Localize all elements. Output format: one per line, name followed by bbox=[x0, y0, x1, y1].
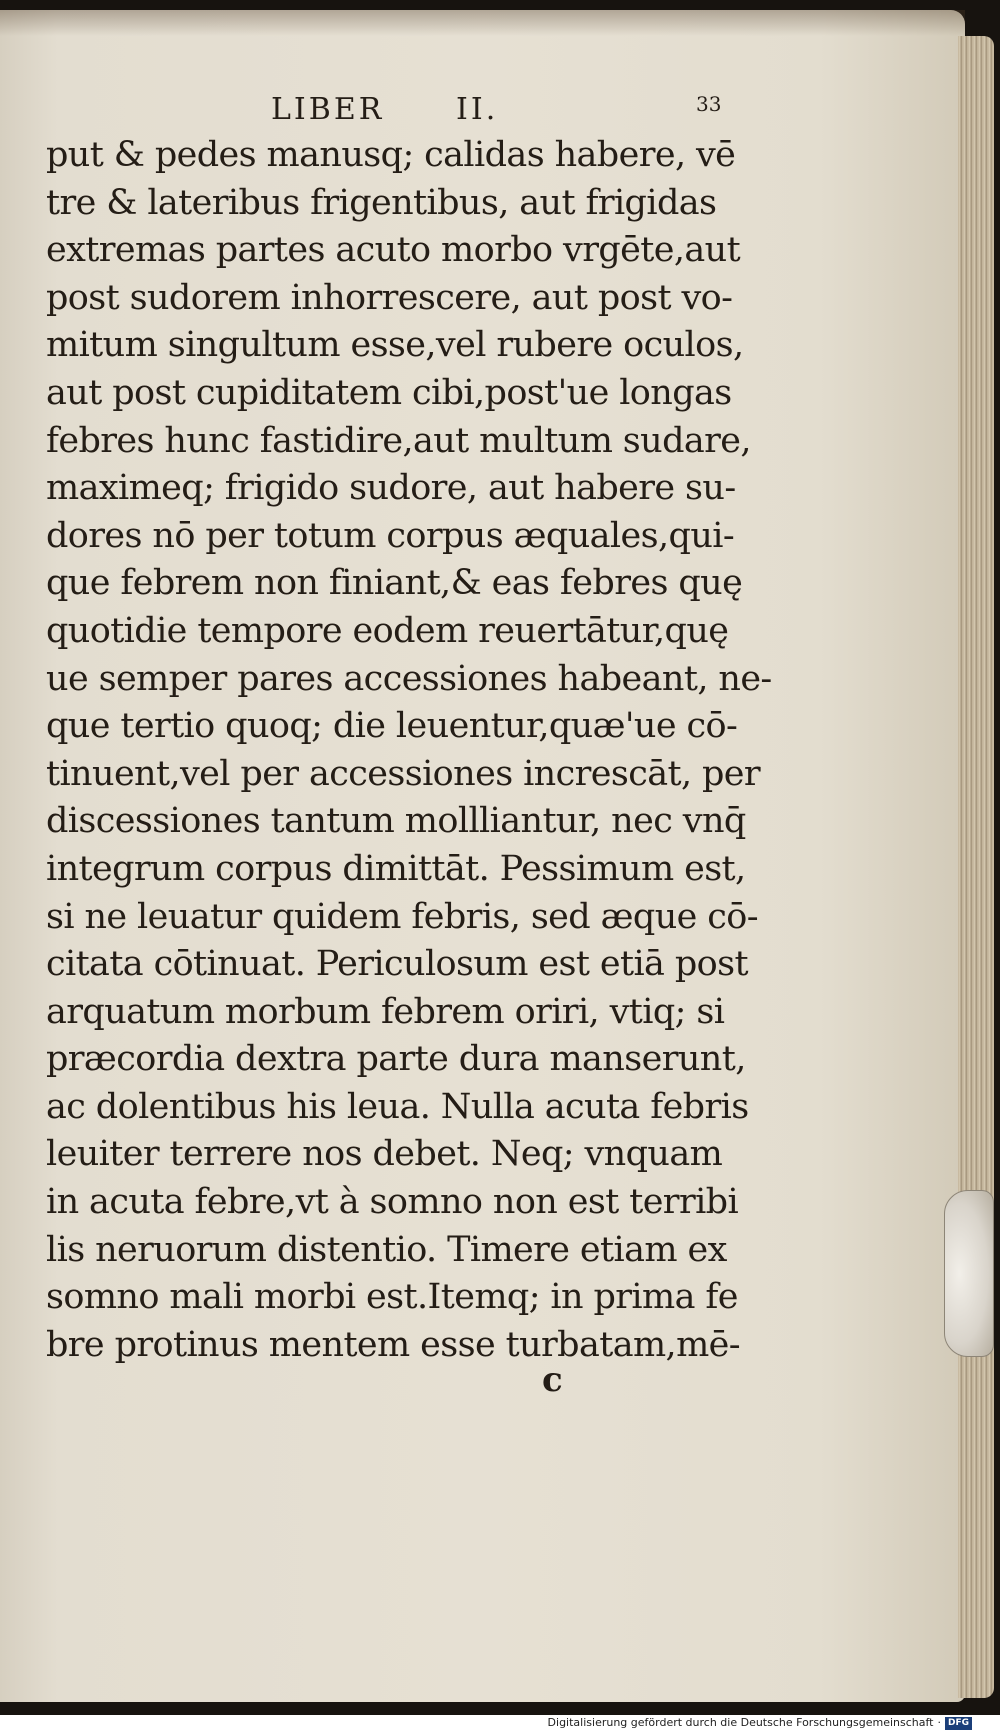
text-line: mitum singultum esse,vel rubere oculos, bbox=[46, 325, 744, 366]
credit-text: Digitalisierung gefördert durch die Deutsche Forschungsgemeinschaft bbox=[547, 1716, 934, 1729]
text-line: citata cōtinuat. Periculosum est etiā post bbox=[46, 944, 748, 985]
text-column bbox=[46, 92, 772, 1400]
text-line: que tertio quoq; die leuentur,quæ'ue cō- bbox=[46, 706, 738, 747]
folio-number: 33 bbox=[696, 92, 722, 116]
text-line: maximeq; frigido sudore, aut habere su- bbox=[46, 468, 736, 509]
text-line: præcordia dextra parte dura manserunt, bbox=[46, 1039, 746, 1080]
book-clip bbox=[944, 1190, 994, 1357]
running-head-right: II. bbox=[456, 92, 499, 127]
text-line: extremas partes acuto morbo vrgēte,aut bbox=[46, 230, 741, 271]
text-line: bre protinus mentem esse turbatam,mē- bbox=[46, 1324, 741, 1365]
text-line: leuiter terrere nos debet. Neq; vnquam bbox=[46, 1134, 723, 1175]
page-edges bbox=[958, 36, 994, 1698]
text-line: que febrem non finiant,& eas febres quę bbox=[46, 563, 743, 604]
text-line: ac dolentibus his leua. Nulla acuta febris bbox=[46, 1086, 749, 1127]
text-line: ue semper pares accessiones habeant, ne- bbox=[46, 658, 772, 699]
credit-separator: · bbox=[937, 1716, 941, 1729]
text-line: febres hunc fastidire,aut multum sudare, bbox=[46, 420, 751, 461]
text-line: arquatum morbum febrem oriri, vtiq; si bbox=[46, 991, 725, 1032]
text-line: lis neruorum distentio. Timere etiam ex bbox=[46, 1229, 727, 1270]
page-top-shadow bbox=[0, 10, 965, 36]
text-line: tre & lateribus frigentibus, aut frigidas bbox=[46, 182, 717, 223]
text-line: post sudorem inhorrescere, aut post vo- bbox=[46, 277, 733, 318]
text-line: discessiones tantum mollliantur, nec vnq̄ bbox=[46, 801, 746, 842]
text-line: quotidie tempore eodem reuertātur,quę bbox=[46, 610, 729, 651]
text-line: tinuent,vel per accessiones increscāt, per bbox=[46, 753, 761, 794]
text-line: somno mali morbi est.Itemq; in prima fe bbox=[46, 1277, 738, 1318]
text-line: si ne leuatur quidem febris, sed æque cō- bbox=[46, 896, 759, 937]
running-head-left: LIBER bbox=[271, 92, 385, 127]
text-line: integrum corpus dimittāt. Pessimum est, bbox=[46, 848, 746, 889]
text-line: dores nō per totum corpus æquales,qui- bbox=[46, 515, 735, 556]
body-text bbox=[46, 132, 772, 1369]
text-line: in acuta febre,vt à somno non est terribi bbox=[46, 1182, 739, 1223]
running-head bbox=[46, 92, 736, 132]
dfg-logo: DFG bbox=[945, 1717, 972, 1730]
digitization-credit bbox=[548, 1716, 972, 1730]
text-line: aut post cupiditatem cibi,post'ue longas bbox=[46, 372, 732, 413]
text-line: put & pedes manusq; calidas habere, vē bbox=[46, 135, 736, 175]
catchword: c bbox=[542, 1360, 563, 1400]
